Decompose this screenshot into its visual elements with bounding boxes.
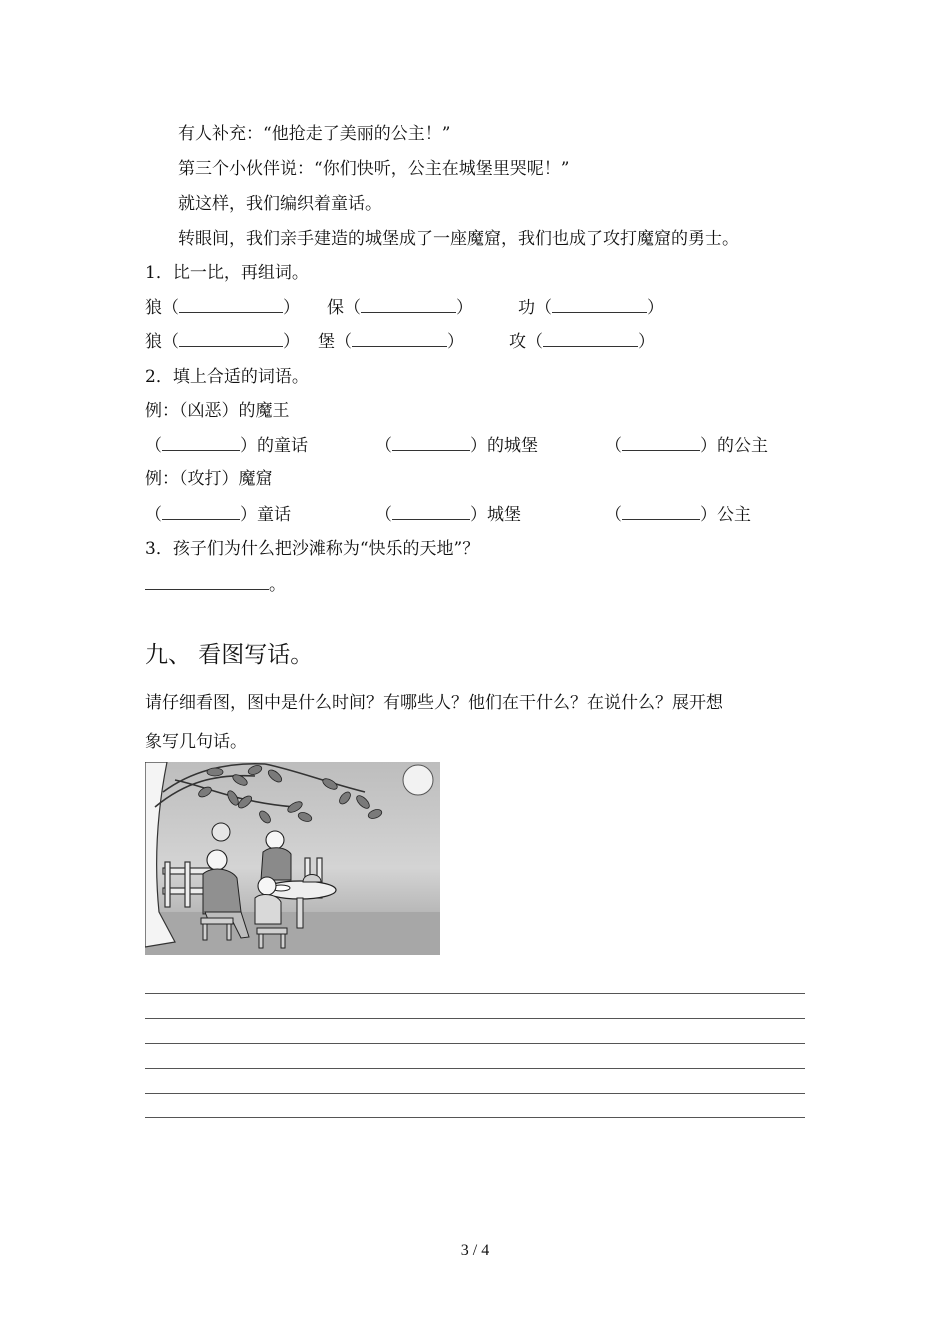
q2-example-1: 例：（凶恶）的魔王 [145,401,290,421]
q2-phrase: ）城堡 [470,505,521,525]
paren-close: ） [447,332,464,352]
answer-blank[interactable] [179,296,283,313]
story-paragraph-1: 有人补充：“他抢走了美丽的公主！” [178,124,451,144]
q1-char: 狼 [145,332,162,352]
paren-open: （ [162,298,179,318]
q2-item [145,434,308,457]
answer-blank[interactable] [162,503,240,520]
answer-blank[interactable] [145,573,269,590]
answer-blank[interactable] [622,434,700,451]
q2-item [375,503,521,526]
q1-char: 功 [518,298,535,318]
story-paragraph-2: 第三个小伙伴说：“你们快听，公主在城堡里哭呢！” [178,159,570,179]
mother-body [261,848,291,880]
paren-open: （ [605,436,622,456]
table-leg [297,898,303,928]
answer-blank[interactable] [179,330,283,347]
story-paragraph-4: 转眼间，我们亲手建造的城堡成了一座魔窟，我们也成了攻打魔窟的勇士。 [178,229,739,249]
answer-blank[interactable] [543,330,638,347]
q2-phrase: ）的童话 [240,436,308,456]
q1-row-2 [145,330,845,352]
paren-open: （ [145,505,162,525]
q2-example-2: 例：（攻打）魔窟 [145,469,273,489]
q2-phrase: ）的城堡 [470,436,538,456]
paren-close: ） [283,332,300,352]
father-head [207,850,227,870]
answer-blank[interactable] [392,503,470,520]
section-9-prompt-line-2: 象写几句话。 [145,732,247,752]
paren-close: ） [638,332,655,352]
paren-close: ） [283,298,300,318]
q1-item [318,330,464,353]
answer-blank[interactable] [622,503,700,520]
q1-char: 攻 [509,332,526,352]
writing-line-6[interactable] [145,1117,805,1118]
paren-close: ） [456,298,473,318]
moon-icon [403,765,433,795]
writing-line-3[interactable] [145,1043,805,1044]
paren-open: （ [375,436,392,456]
q1-item [518,296,664,319]
answer-blank[interactable] [352,330,447,347]
paren-open: （ [335,332,352,352]
paren-open: （ [162,332,179,352]
q2-row-2 [145,503,845,525]
q1-item [509,330,655,353]
answer-blank[interactable] [162,434,240,451]
q2-item [145,503,291,526]
page-number: 3 / 4 [460,1242,490,1259]
paren-close: ） [647,298,664,318]
writing-line-4[interactable] [145,1068,805,1069]
story-paragraph-3: 就这样，我们编织着童话。 [178,194,382,214]
section-9-prompt-line-1: 请仔细看图，图中是什么时间？有哪些人？他们在干什么？在说什么？展开想 [145,693,723,713]
father-body [203,869,241,914]
child-head [258,877,276,895]
q1-char: 保 [327,298,344,318]
paren-open: （ [526,332,543,352]
writing-line-2[interactable] [145,1018,805,1019]
paren-open: （ [145,436,162,456]
q2-phrase: ）童话 [240,505,291,525]
answer-blank[interactable] [552,296,647,313]
q2-item [605,434,768,457]
paren-open: （ [375,505,392,525]
q2-phrase: ）的公主 [700,436,768,456]
paren-open: （ [605,505,622,525]
q2-row-1 [145,434,845,456]
q2-phrase: ）公主 [700,505,751,525]
q1-item [327,296,473,319]
q2-item [605,503,751,526]
writing-line-5[interactable] [145,1093,805,1094]
question-2-title: 2．填上合适的词语。 [145,367,309,387]
family-under-tree-picture [145,762,440,955]
question-3-title: 3．孩子们为什么把沙滩称为“快乐的天地”？ [145,539,480,559]
ground [145,912,440,955]
q1-row-1 [145,296,845,318]
hand-fan-icon [212,823,230,841]
paren-open: （ [344,298,361,318]
question-1-title: 1．比一比，再组词。 [145,263,309,283]
q1-item [145,330,300,353]
q2-item [375,434,538,457]
child-body [255,895,281,924]
q1-char: 狼 [145,298,162,318]
answer-blank[interactable] [361,296,456,313]
section-9-heading: 九、 看图写话。 [145,642,314,668]
writing-line-1[interactable] [145,993,805,994]
q3-answer-line [145,573,286,596]
period: 。 [269,575,286,595]
q1-item [145,296,300,319]
answer-blank[interactable] [392,434,470,451]
q1-char: 堡 [318,332,335,352]
mother-head [266,831,284,849]
paren-open: （ [535,298,552,318]
